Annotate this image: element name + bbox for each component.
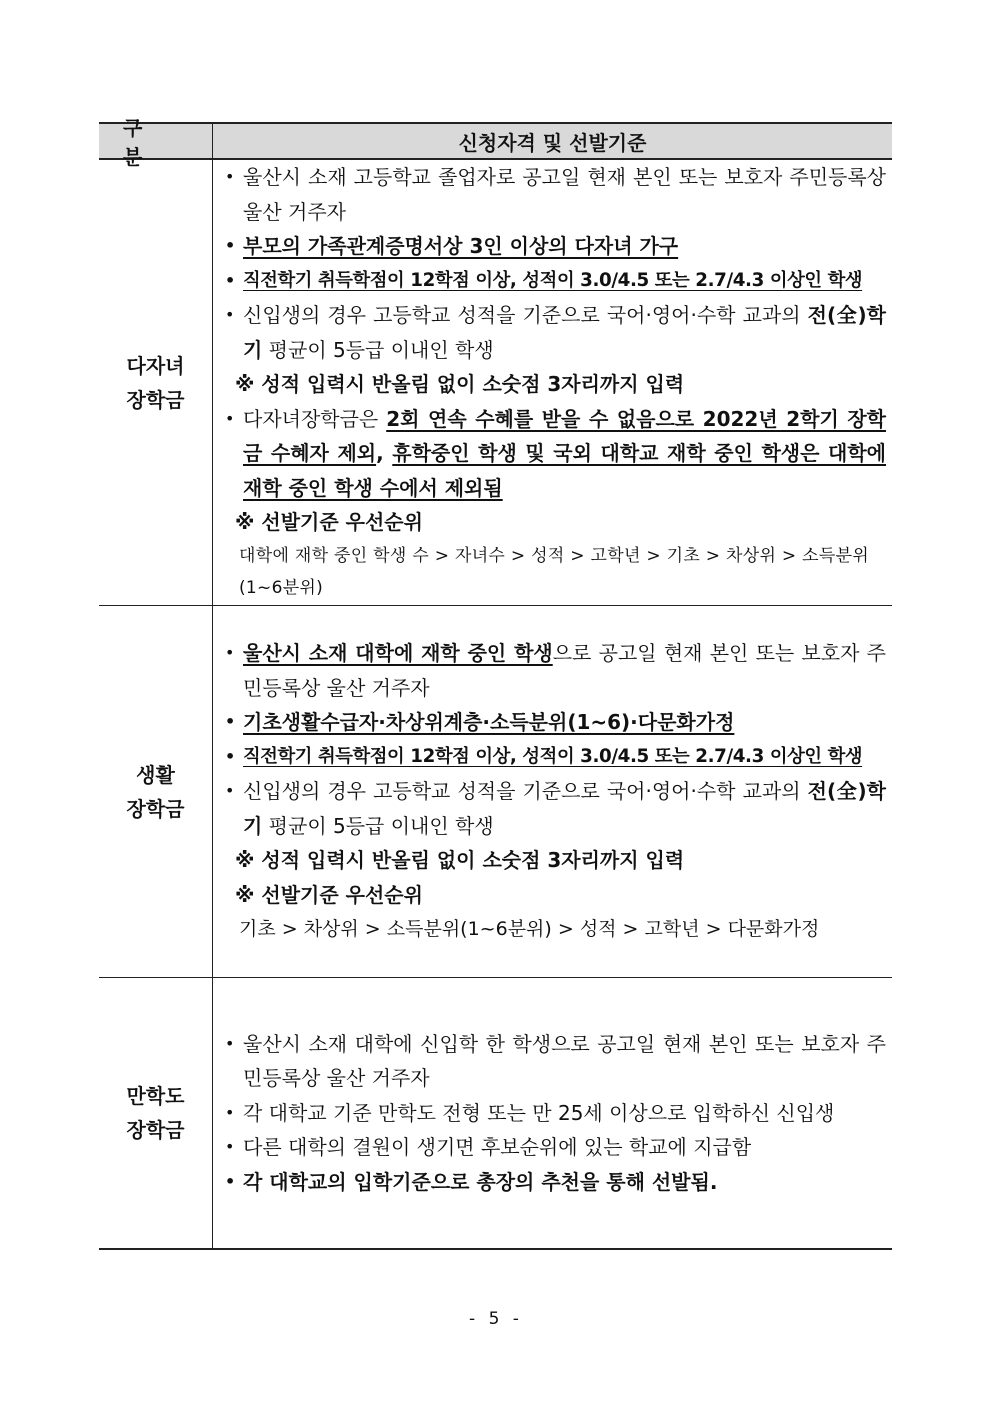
bullet-icon: •	[225, 1102, 235, 1122]
bullet-icon: •	[225, 167, 235, 186]
category-label: 장학금	[126, 1118, 185, 1142]
bullet-icon: •	[225, 1171, 236, 1191]
category-label: 장학금	[126, 387, 185, 412]
table-header	[99, 116, 892, 169]
list-item: • 울산시 소재 대학에 재학 중인 학생으로 공고일 현재 본인 또는 보호자 주민등록상 울산 거주자	[221, 636, 886, 705]
bullet-icon: •	[225, 1033, 235, 1053]
list-item: • 신입생의 경우 고등학교 성적을 기준으로 국어·영어·수학 교과의 전(全)학기 평균이 5등급 이내인 학생	[221, 298, 886, 367]
page-number: - 5 -	[469, 1309, 523, 1329]
note-priority: ※ 선발기준 우선순위	[235, 882, 423, 907]
criteria-cell	[213, 160, 892, 605]
category-cell	[99, 606, 213, 977]
header-criteria: 신청자격 및 선발기준	[458, 130, 647, 155]
list-item: • 직전학기 취득학점이 12학점 이상, 성적이 3.0/4.5 또는 2.7/4.3 이상인 학생	[221, 264, 886, 299]
criteria-cell	[213, 606, 892, 977]
list-item: • 울산시 소재 대학에 신입학 한 학생으로 공고일 현재 본인 또는 보호자 주민등록상 울산 거주자	[221, 1027, 886, 1096]
bullet-icon: •	[225, 746, 235, 766]
category-cell	[99, 160, 213, 605]
note-rounding: ※ 성적 입력시 반올림 없이 소숫점 3자리까지 입력	[235, 848, 685, 873]
bullet-icon: •	[225, 305, 235, 324]
category-label: 다자녀	[126, 353, 185, 378]
list-item: • 울산시 소재 고등학교 졸업자로 공고일 현재 본인 또는 보호자 주민등록상 울산 거주자	[221, 160, 886, 229]
list-item: • 각 대학교 기준 만학도 전형 또는 만 25세 이상으로 입학하신 신입생	[221, 1096, 886, 1131]
scholarship-table	[99, 116, 892, 1250]
table-row-dajanyeo	[99, 160, 892, 606]
table-row-manhakdo	[99, 978, 892, 1250]
bullet-icon: •	[225, 236, 236, 255]
list-item: • 직전학기 취득학점이 12학점 이상, 성적이 3.0/4.5 또는 2.7/4.3 이상인 학생	[221, 740, 886, 775]
header-category: 구 분	[99, 124, 213, 158]
list-item: • 부모의 가족관계증명서상 3인 이상의 다자녀 가구	[221, 229, 886, 264]
category-label: 만학도	[126, 1084, 185, 1108]
criteria-cell	[213, 978, 892, 1248]
bullet-icon: •	[225, 1137, 235, 1157]
category-label: 장학금	[126, 796, 185, 821]
category-label: 생활	[136, 762, 175, 787]
table-row-saenghwal	[99, 606, 892, 978]
list-item: • 다자녀장학금은 2회 연속 수혜를 받을 수 없음으로 2022년 2학기 장학금 수혜자 제외, 휴학중인 학생 및 국외 대학교 재학 중인 학생은 대학에 재학 중인 학생 수에서 제외됨	[221, 402, 886, 506]
priority-text: 기초 > 차상위 > 소득분위(1~6분위) > 성적 > 고학년 > 다문화가정	[239, 918, 820, 941]
bullet-icon: •	[225, 781, 235, 801]
priority-text: 대학에 재학 중인 학생 수 > 자녀수 > 성적 > 고학년 > 기초 > 차상위 > 소득분위(1~6분위)	[239, 545, 870, 598]
list-item: • 신입생의 경우 고등학교 성적을 기준으로 국어·영어·수학 교과의 전(全)학기 평균이 5등급 이내인 학생	[221, 774, 886, 843]
list-item: • 각 대학교의 입학기준으로 총장의 추천을 통해 선발됨.	[221, 1165, 886, 1200]
note-priority: ※ 선발기준 우선순위	[235, 510, 423, 534]
bullet-icon: •	[225, 712, 236, 732]
bullet-icon: •	[225, 408, 235, 428]
category-cell	[99, 978, 213, 1248]
note-rounding: ※ 성적 입력시 반올림 없이 소숫점 3자리까지 입력	[235, 372, 685, 396]
bullet-icon: •	[225, 643, 235, 663]
bullet-icon: •	[225, 270, 235, 290]
list-item: • 다른 대학의 결원이 생기면 후보순위에 있는 학교에 지급함	[221, 1130, 886, 1165]
list-item: • 기초생활수급자·차상위계층·소득분위(1~6)·다문화가정	[221, 705, 886, 740]
